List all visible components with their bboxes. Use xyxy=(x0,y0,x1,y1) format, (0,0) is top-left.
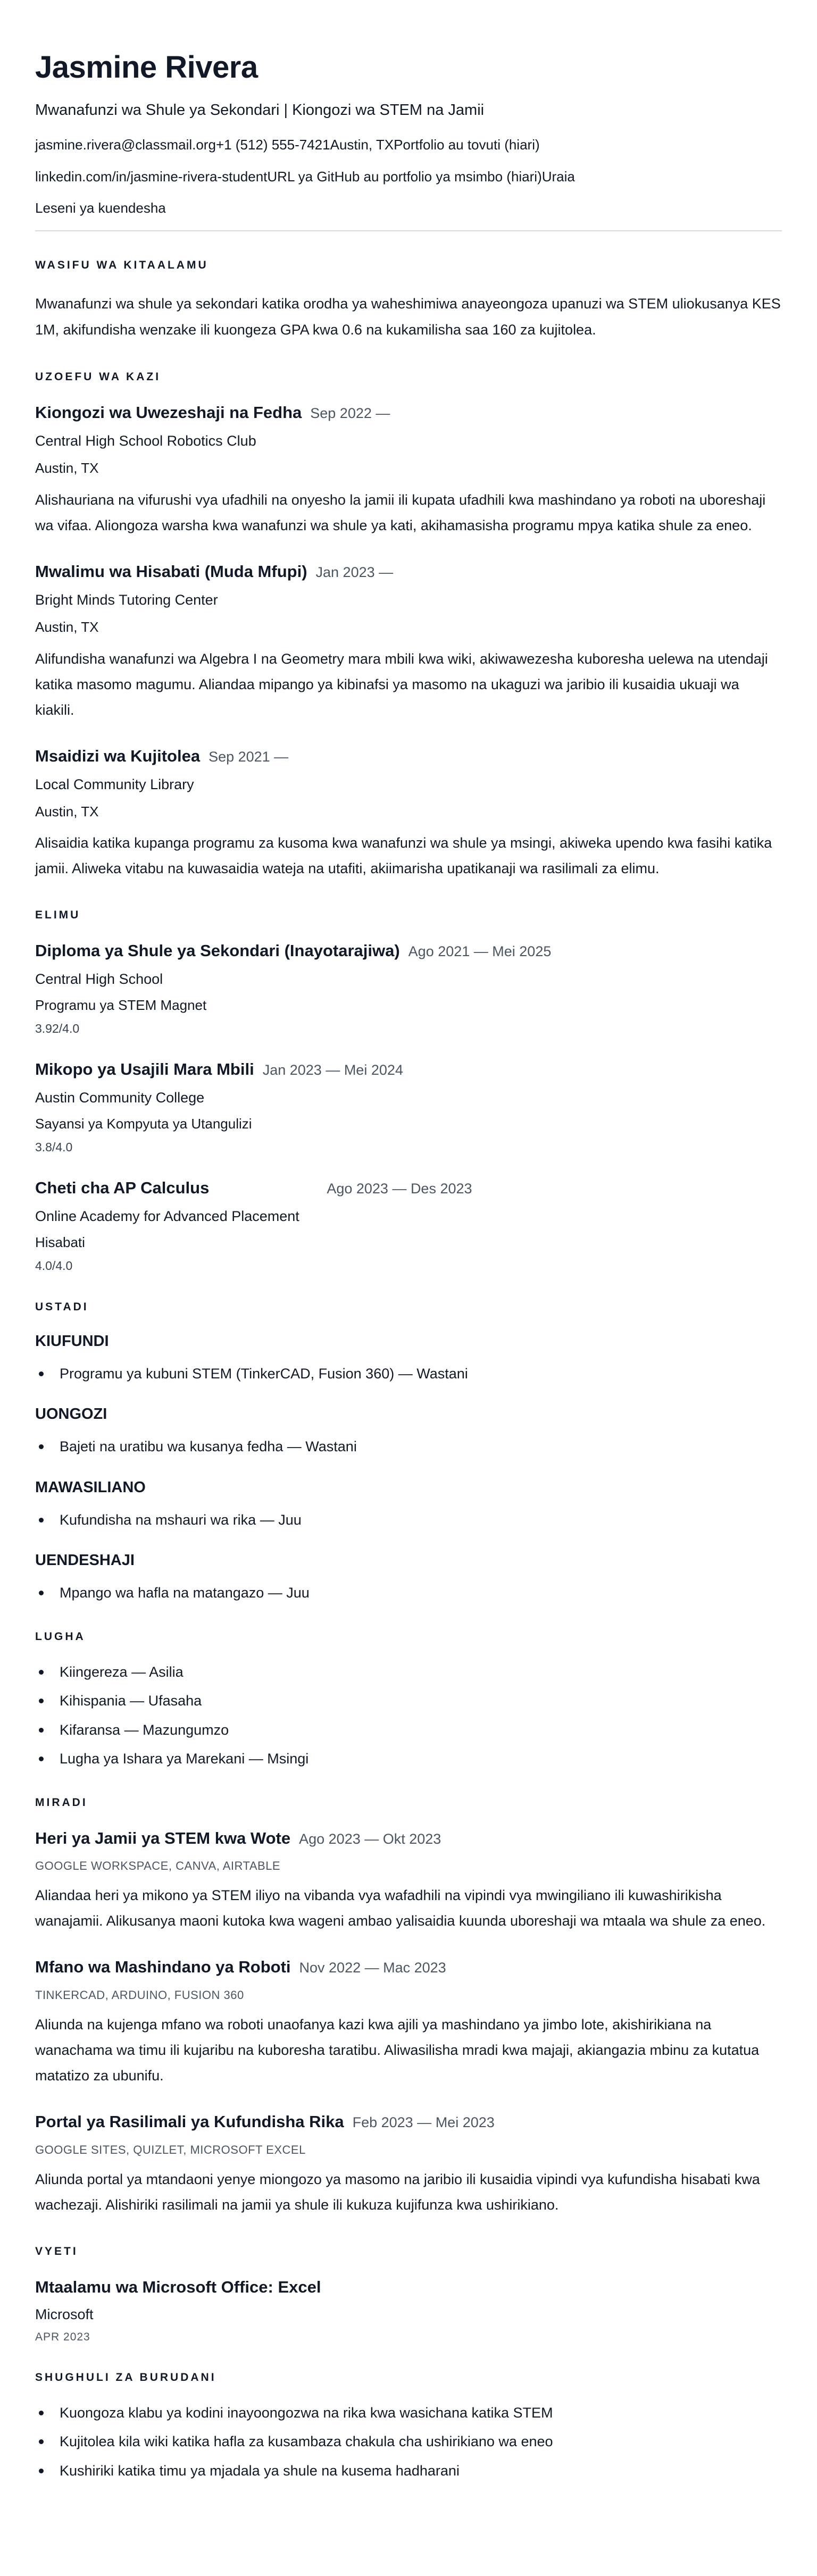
language-item: Lugha ya Ishara ya Marekani — Msingi xyxy=(35,1749,782,1768)
education-title-row xyxy=(35,1059,782,1080)
certification-date: APR 2023 xyxy=(35,2330,90,2343)
contact-row-3 xyxy=(35,199,782,217)
job-title: Msaidizi wa Kujitolea xyxy=(35,746,201,765)
certification-entry xyxy=(35,2277,782,2344)
resume-header xyxy=(35,51,782,231)
education-school: Austin Community College xyxy=(35,1090,205,1106)
contact-phone: +1 (512) 555-7421 xyxy=(215,137,330,153)
activity-item: Kujitolea kila wiki katika hafla za kusambaza chakula cha ushirikiano wa eneo xyxy=(35,2432,782,2451)
contact-row-2 xyxy=(35,168,782,186)
job-company: Bright Minds Tutoring Center xyxy=(35,591,218,608)
language-item: Kiingereza — Asilia xyxy=(35,1662,782,1682)
contact-portfolio: Portfolio au tovuti (hiari) xyxy=(394,137,540,153)
job-entry xyxy=(35,403,782,538)
job-location: Austin, TX xyxy=(35,460,99,476)
job-title-row xyxy=(35,403,782,423)
contact-citizenship: Uraia xyxy=(541,168,575,185)
education-degree: Cheti cha AP Calculus xyxy=(35,1178,210,1198)
skills-group-leadership: UONGOZI xyxy=(35,1406,107,1423)
education-date: Ago 2021 — Mei 2025 xyxy=(408,943,552,960)
education-detail: Programu ya STEM Magnet xyxy=(35,997,207,1014)
section-education xyxy=(35,909,782,1273)
project-description: Aliunda portal ya mtandaoni yenye miongozo ya masomo na jaribio ili kusaidia vipindi vya kufundisha hisabati kwa wachezaji. Alishiriki rasilimali na jamii ya shule ili kukuza kujifunza kwa ushirikiano. xyxy=(35,2171,760,2213)
job-date: Sep 2022 — xyxy=(310,405,390,422)
certification-issuer: Microsoft xyxy=(35,2306,94,2322)
project-title-row xyxy=(35,1957,782,1978)
job-entry xyxy=(35,562,782,723)
section-projects xyxy=(35,1796,782,2218)
languages-heading: LUGHA xyxy=(35,1630,86,1643)
education-title-row xyxy=(35,941,782,961)
project-date: Feb 2023 — Mei 2023 xyxy=(352,2114,495,2131)
project-title: Mfano wa Mashindano ya Roboti xyxy=(35,1958,291,1977)
project-entry xyxy=(35,1957,782,2088)
job-title: Kiongozi wa Uwezeshaji na Fedha xyxy=(35,403,302,422)
education-entry xyxy=(35,1178,782,1273)
skills-list-leadership xyxy=(35,1437,782,1456)
skill-item: Mpango wa hafla na matangazo — Juu xyxy=(35,1583,782,1602)
contact-row-1 xyxy=(35,136,782,154)
job-location: Austin, TX xyxy=(35,803,99,819)
contact-drivers-license: Leseni ya kuendesha xyxy=(35,200,166,216)
contact-linkedin: linkedin.com/in/jasmine-rivera-student xyxy=(35,168,268,185)
project-tools: TINKERCAD, ARDUINO, FUSION 360 xyxy=(35,1988,244,2002)
project-title-row xyxy=(35,1828,782,1849)
project-date: Nov 2022 — Mac 2023 xyxy=(299,1960,446,1976)
activities-heading: SHUGHULI ZA BURUDANI xyxy=(35,2371,216,2383)
languages-list xyxy=(35,1662,782,1769)
skills-heading: USTADI xyxy=(35,1301,89,1314)
skills-list-technical xyxy=(35,1364,782,1383)
project-date: Ago 2023 — Okt 2023 xyxy=(299,1830,441,1847)
education-degree: Diploma ya Shule ya Sekondari (Inayotarajiwa) xyxy=(35,941,400,960)
project-tools: GOOGLE SITES, QUIZLET, MICROSOFT EXCEL xyxy=(35,2143,306,2156)
job-description: Alifundisha wanafunzi wa Algebra I na Geometry mara mbili kwa wiki, akiwawezesha kuboresha uelewa na utendaji katika masomo magumu. Aliandaa mipango ya kibinafsi ya masomo na ukaguzi wa jaribio ili kusaidia ukuaji wa kiakili. xyxy=(35,650,768,718)
language-item: Kihispania — Ufasaha xyxy=(35,1691,782,1710)
person-tagline: Mwanafunzi wa Shule ya Sekondari | Kiongozi wa STEM na Jamii xyxy=(35,101,485,119)
education-school: Online Academy for Advanced Placement xyxy=(35,1208,299,1224)
skills-list-operations xyxy=(35,1583,782,1602)
person-name: Jasmine Rivera xyxy=(35,50,258,85)
experience-heading: UZOEFU WA KAZI xyxy=(35,371,161,383)
project-entry xyxy=(35,2112,782,2218)
skill-item: Bajeti na uratibu wa kusanya fedha — Wastani xyxy=(35,1437,782,1456)
skills-list-communication xyxy=(35,1510,782,1529)
activity-item: Kushiriki katika timu ya mjadala ya shule na kusema hadharani xyxy=(35,2461,782,2480)
education-gpa: 3.92/4.0 xyxy=(35,1022,80,1036)
activity-item: Kuongoza klabu ya kodini inayoongozwa na rika kwa wasichana katika STEM xyxy=(35,2403,782,2422)
header-divider xyxy=(35,230,782,231)
education-detail: Sayansi ya Kompyuta ya Utangulizi xyxy=(35,1116,252,1132)
section-experience xyxy=(35,371,782,881)
job-company: Central High School Robotics Club xyxy=(35,432,256,449)
contact-block xyxy=(35,136,782,217)
education-title-row xyxy=(35,1178,782,1199)
activities-list xyxy=(35,2403,782,2480)
project-title-row xyxy=(35,2112,782,2132)
section-summary xyxy=(35,259,782,343)
job-entry xyxy=(35,746,782,882)
education-school: Central High School xyxy=(35,971,163,988)
education-date: Jan 2023 — Mei 2024 xyxy=(262,1062,403,1078)
section-skills xyxy=(35,1301,782,1603)
job-location: Austin, TX xyxy=(35,618,99,635)
certification-name: Mtaalamu wa Microsoft Office: Excel xyxy=(35,2278,321,2297)
skill-item: Kufundisha na mshauri wa rika — Juu xyxy=(35,1510,782,1529)
project-title: Portal ya Rasilimali ya Kufundisha Rika xyxy=(35,2112,344,2131)
education-degree: Mikopo ya Usajili Mara Mbili xyxy=(35,1060,254,1079)
job-date: Jan 2023 — xyxy=(315,564,394,580)
skills-group-communication: MAWASILIANO xyxy=(35,1478,146,1496)
job-description: Alisaidia katika kupanga programu za kusoma kwa wanafunzi wa shule ya msingi, akiweka upendo kwa fasihi katika jamii. Aliweka vitabu na kuwasaidia wateja na utafiti, akiimarisha upatikanaji wa rasilimali za elimu. xyxy=(35,835,772,877)
education-entry xyxy=(35,941,782,1036)
project-description: Aliunda na kujenga mfano wa roboti unaofanya kazi kwa ajili ya mashindano ya jimbo lote, akishirikiana na wanachama wa timu ili kujaribu na kuboresha taratibu. Aliwasilisha mradi kwa majaji, akiangazia mbinu za kutatua matatizo za ubunifu. xyxy=(35,2017,760,2084)
section-certifications xyxy=(35,2245,782,2344)
job-description: Alishauriana na vifurushi vya ufadhili na onyesho la jamii ili kupata ufadhili kwa mashindano ya roboti na uboreshaji wa vifaa. Aliongoza warsha kwa wanafunzi wa shule ya kati, akihamasisha programu mpya katika shule za eneo. xyxy=(35,491,766,533)
contact-email: jasmine.rivera@classmail.org xyxy=(35,137,216,153)
job-title-row xyxy=(35,746,782,767)
skills-group-operations: UENDESHAJI xyxy=(35,1552,135,1569)
education-detail: Hisabati xyxy=(35,1234,85,1251)
skill-item: Programu ya kubuni STEM (TinkerCAD, Fusion 360) — Wastani xyxy=(35,1364,782,1383)
summary-heading: WASIFU WA KITAALAMU xyxy=(35,258,209,271)
certifications-heading: VYETI xyxy=(35,2245,78,2258)
skills-group-technical: KIUFUNDI xyxy=(35,1333,109,1350)
job-title-row xyxy=(35,562,782,582)
contact-github: URL ya GitHub au portfolio ya msimbo (hiari) xyxy=(267,168,542,185)
job-company: Local Community Library xyxy=(35,776,194,792)
project-title: Heri ya Jamii ya STEM kwa Wote xyxy=(35,1828,291,1847)
job-date: Sep 2021 — xyxy=(209,748,289,765)
project-entry xyxy=(35,1828,782,1934)
job-title: Mwalimu wa Hisabati (Muda Mfupi) xyxy=(35,562,307,581)
section-activities xyxy=(35,2371,782,2480)
contact-location: Austin, TX xyxy=(330,137,394,153)
education-entry xyxy=(35,1059,782,1155)
education-heading: ELIMU xyxy=(35,909,81,922)
section-languages xyxy=(35,1630,782,1769)
education-gpa: 4.0/4.0 xyxy=(35,1259,73,1273)
summary-text: Mwanafunzi wa shule ya sekondari katika orodha ya waheshimiwa anayeongoza upanuzi wa STEM uliokusanya KES 1M, akifundisha wenzake ili kuongeza GPA kwa 0.6 na kukamilisha saa 160 za kujitolea. xyxy=(35,295,781,338)
projects-heading: MIRADI xyxy=(35,1796,88,1809)
education-gpa: 3.8/4.0 xyxy=(35,1140,73,1155)
education-date: Ago 2023 — Des 2023 xyxy=(327,1181,472,1197)
language-item: Kifaransa — Mazungumzo xyxy=(35,1720,782,1739)
project-description: Aliandaa heri ya mikono ya STEM iliyo na vibanda vya wafadhili na vipindi vya mwingiliano ili kuwashirikisha wanajamii. Alikusanya maoni kutoka kwa wageni ambao yalisaidia kuunda uboreshaji wa mtaala wa shule za eneo. xyxy=(35,1887,766,1929)
project-tools: GOOGLE WORKSPACE, CANVA, AIRTABLE xyxy=(35,1859,281,1873)
